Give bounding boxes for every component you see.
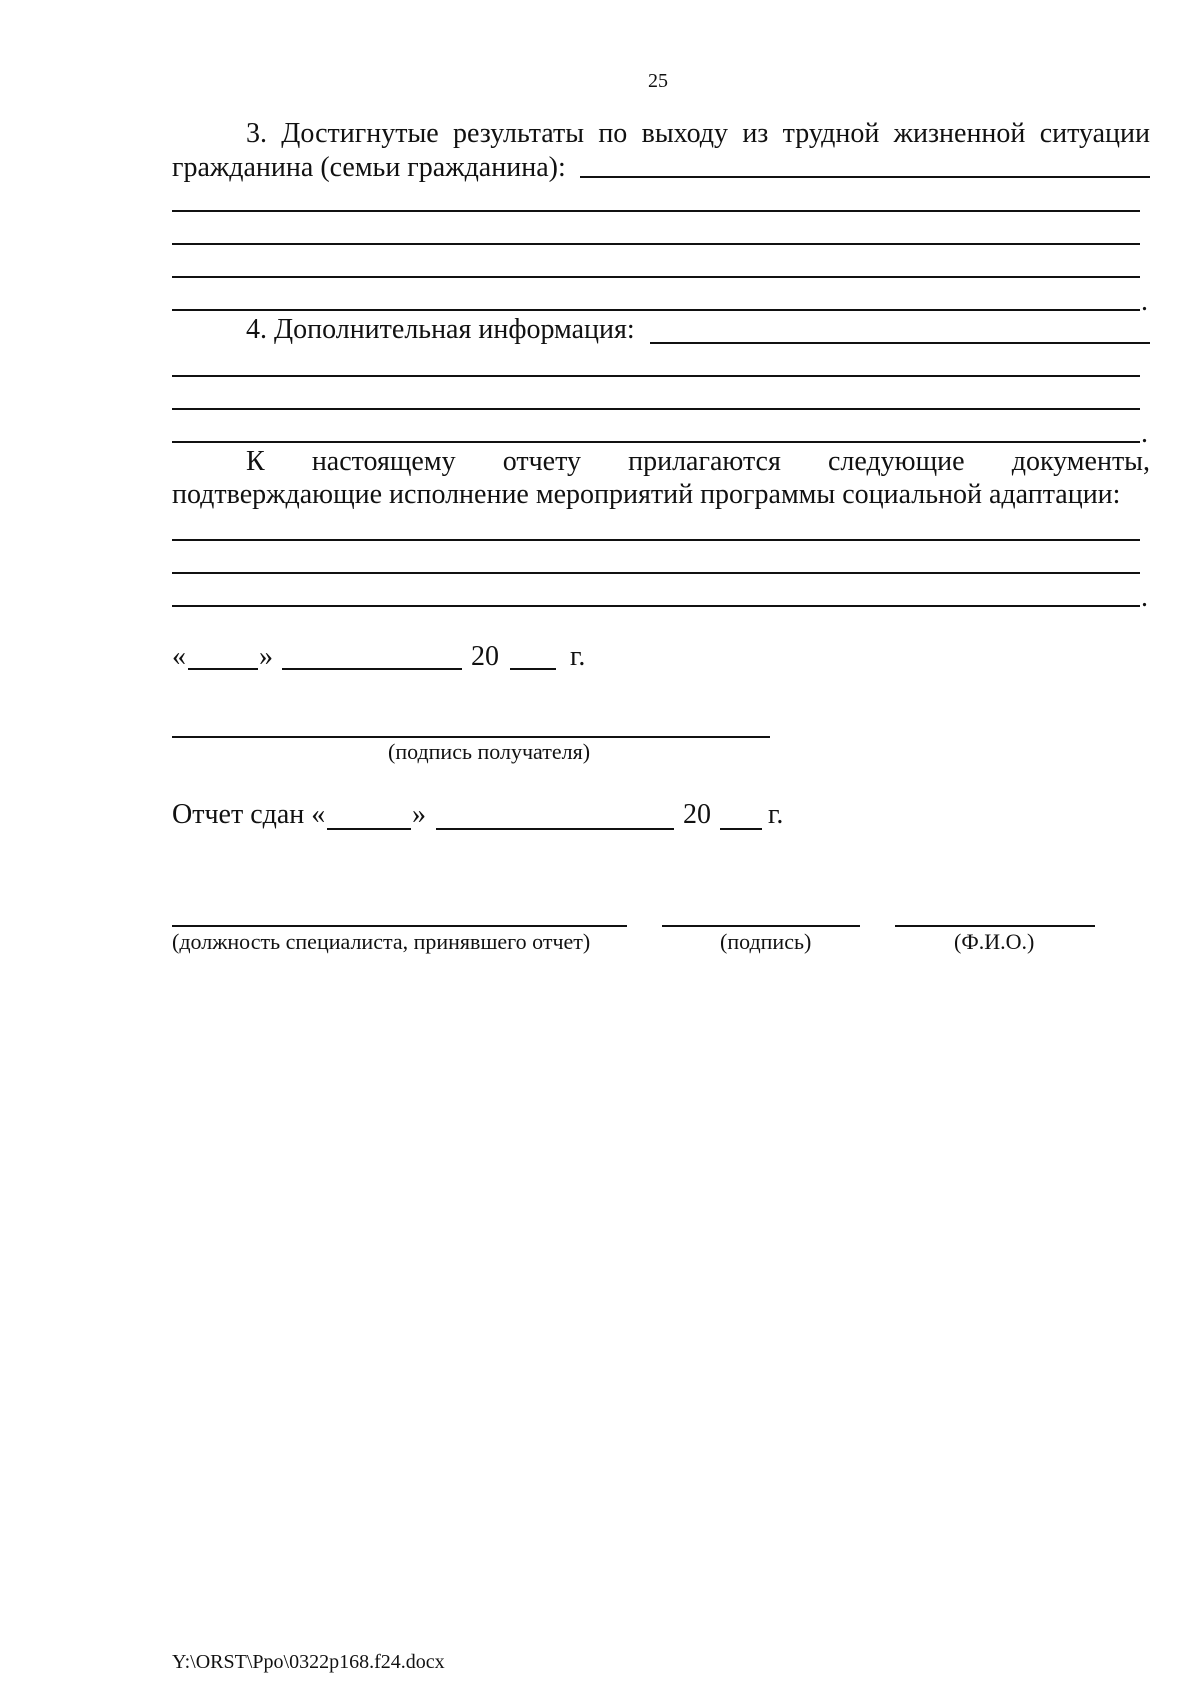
section4-answer-line[interactable]	[172, 408, 1140, 410]
section3-end-mark: .	[1141, 286, 1148, 317]
date-month-line[interactable]	[282, 668, 462, 670]
section4-end-mark: .	[1141, 418, 1148, 449]
specialist-position-caption: (должность специалиста, принявшего отчет)	[172, 929, 591, 954]
date-year-line[interactable]	[510, 668, 556, 670]
submitted-year-suffix: г.	[768, 799, 784, 830]
section4-answer-line[interactable]	[172, 375, 1140, 377]
footer-file-path: Y:\ORST\Ppo\0322p168.f24.docx	[172, 1651, 445, 1673]
recipient-signature-caption: (подпись получателя)	[388, 739, 591, 764]
submitted-day-line[interactable]	[327, 828, 411, 830]
submitted-century: 20	[683, 799, 711, 830]
date-open-quote: «	[172, 641, 186, 672]
specialist-signature-caption: (подпись)	[720, 929, 812, 954]
section3-answer-line[interactable]	[172, 210, 1140, 212]
submitted-month-line[interactable]	[436, 828, 674, 830]
section3-answer-line[interactable]	[172, 309, 1140, 311]
submitted-close-quote: »	[412, 799, 426, 830]
attachments-answer-line[interactable]	[172, 605, 1140, 607]
section3-answer-line[interactable]	[580, 176, 1150, 178]
page-number: 25	[648, 70, 668, 92]
specialist-signature-line[interactable]	[662, 925, 860, 927]
attachments-answer-line[interactable]	[172, 572, 1140, 574]
specialist-name-caption: (Ф.И.О.)	[954, 929, 1035, 954]
section3-line1: 3. Достигнутые результаты по выходу из трудной жизненной ситуации	[246, 118, 1150, 149]
submitted-label: Отчет сдан «	[172, 799, 326, 830]
date-day-line[interactable]	[188, 668, 258, 670]
section4-label: 4. Дополнительная информация:	[246, 314, 635, 345]
section4-answer-line[interactable]	[172, 441, 1140, 443]
attachments-end-mark: .	[1141, 582, 1148, 613]
date-year-suffix: г.	[570, 641, 586, 672]
attachments-line1: К настоящему отчету прилагаются следующие документы,	[246, 446, 1150, 477]
recipient-signature-line[interactable]	[172, 736, 770, 738]
section4-answer-line[interactable]	[650, 342, 1150, 344]
specialist-name-line[interactable]	[895, 925, 1095, 927]
section3-line2-label: гражданина (семьи гражданина):	[172, 152, 566, 183]
attachments-line2: подтверждающие исполнение мероприятий программы социальной адаптации:	[172, 479, 1121, 510]
section3-answer-line[interactable]	[172, 276, 1140, 278]
date-century: 20	[471, 641, 499, 672]
specialist-position-line[interactable]	[172, 925, 627, 927]
attachments-answer-line[interactable]	[172, 539, 1140, 541]
date-close-quote: »	[259, 641, 273, 672]
submitted-year-line[interactable]	[720, 828, 762, 830]
section3-answer-line[interactable]	[172, 243, 1140, 245]
